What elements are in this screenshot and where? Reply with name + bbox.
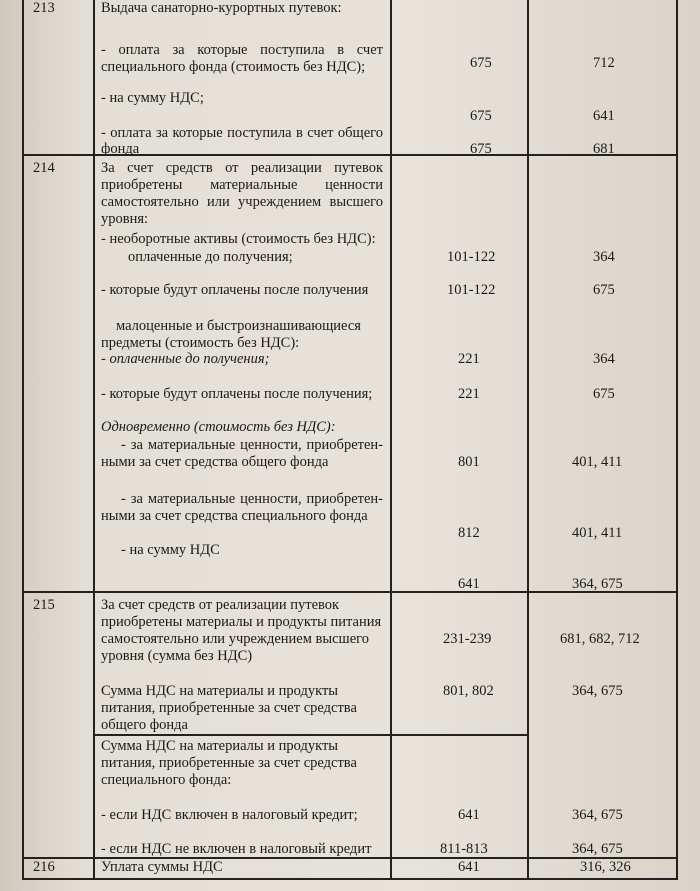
credit-value: 364, 675 [572,576,623,592]
credit-value: 364 [593,351,615,367]
row-text-line: фонда [101,141,140,157]
row-text-line: - если НДС включен в налоговый кредит; [101,807,358,823]
credit-value: 364, 675 [572,841,623,857]
debit-value: 231-239 [443,631,492,647]
credit-value: 364, 675 [572,683,623,699]
row-text-line: - оплата за которые поступила в счет [101,42,383,58]
row-text-line: ными за счет средства специального фонда [101,508,368,524]
row-text-line: уровня: [101,211,149,227]
credit-value: 681 [593,141,615,157]
row-text-line: питания, приобретенные за счет средства [101,755,357,771]
row-text-line: - которые будут оплачены после получения [101,282,369,298]
debit-value: 801, 802 [443,683,494,699]
debit-value: 675 [470,55,492,71]
debit-value: 641 [458,859,480,875]
credit-value: 681, 682, 712 [560,631,640,647]
table-border-bottom [22,878,678,880]
row-text-line: самостоятельно или учреждением высшего [101,631,369,647]
debit-value: 221 [458,386,480,402]
row-text-line: Выдача санаторно-курортных путевок: [101,0,342,16]
row-text-line: - за материальные ценности, приобретен- [121,491,383,507]
row-text-line: предметы (стоимость без НДС): [101,335,300,351]
debit-value: 641 [458,576,480,592]
debit-value: 101-122 [447,282,496,298]
table-border-col1 [93,0,95,880]
row-number: 213 [33,0,55,16]
row-text-line: - необоротные активы (стоимость без НДС): [101,231,376,247]
debit-value: 801 [458,454,480,470]
credit-value: 675 [593,282,615,298]
row-text-line: приобретены материалы и продукты питания [101,614,382,630]
row-text-line: - которые будут оплачены после получения; [101,386,373,402]
table-border-col2 [390,0,392,880]
row-text-line: общего фонда [101,717,188,733]
row-number: 215 [33,597,55,613]
row-text-line: питания, приобретенные за счет средства [101,700,357,716]
row-text-line: Уплата суммы НДС [101,859,223,875]
debit-value: 812 [458,525,480,541]
row-text-line: уровня (сумма без НДС) [101,648,253,664]
debit-value: 675 [470,141,492,157]
row-text-line: - на сумму НДС [121,542,220,558]
row-text-line: приобретены материальные ценности [101,177,383,193]
credit-value: 364 [593,249,615,265]
debit-value: 811-813 [440,841,488,857]
table-border-col3 [527,0,529,880]
row-text-line: За счет средств от реализации путевок [101,597,340,613]
row-divider-215-inner [93,734,529,736]
row-number: 214 [33,160,55,176]
row-text-line: - оплаченные до получения; [101,351,270,367]
credit-value: 364, 675 [572,807,623,823]
row-text-line: оплаченные до получения; [128,249,293,265]
row-text-line: ными за счет средства общего фонда [101,454,329,470]
debit-value: 675 [470,108,492,124]
row-number: 216 [33,859,55,875]
table-border-left [22,0,24,880]
credit-value: 401, 411 [572,525,623,541]
debit-value: 221 [458,351,480,367]
row-text-line: самостоятельно или учреждением высшего [101,194,383,210]
row-text-line: Сумма НДС на материалы и продукты [101,683,339,699]
row-text-line: Сумма НДС на материалы и продукты [101,738,339,754]
row-text-line: Одновременно (стоимость без НДС): [101,419,336,435]
row-text-line: специального фонда: [101,772,232,788]
credit-value: 675 [593,386,615,402]
credit-value: 401, 411 [572,454,623,470]
row-text-line: - если НДС не включен в налоговый кредит [101,841,372,857]
debit-value: 101-122 [447,249,496,265]
row-text-line: - оплата за которые поступила в счет общего [101,125,383,141]
row-text-line: малоценные и быстроизнашивающиеся [116,318,361,334]
table-border-right [676,0,678,880]
row-text-line: специального фонда (стоимость без НДС); [101,59,366,75]
credit-value: 641 [593,108,615,124]
debit-value: 641 [458,807,480,823]
credit-value: 712 [593,55,615,71]
row-text-line: За счет средств от реализации путевок [101,160,383,176]
credit-value: 316, 326 [580,859,631,875]
row-text-line: - за материальные ценности, приобретен- [121,437,383,453]
row-text-line: - на сумму НДС; [101,90,204,106]
